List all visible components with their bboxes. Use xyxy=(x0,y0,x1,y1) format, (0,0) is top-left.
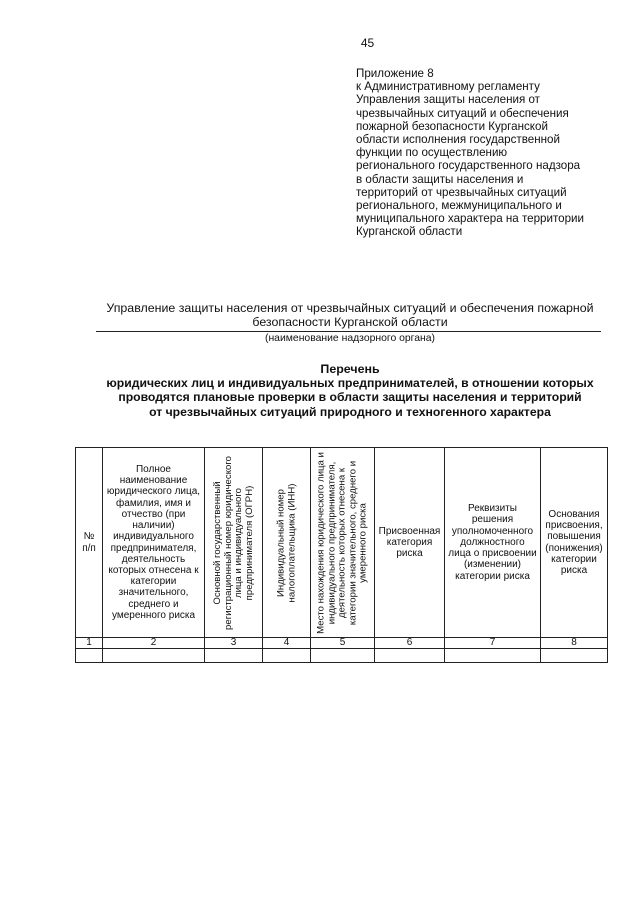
header-cell: Присвоенная категория риска xyxy=(375,448,445,638)
header-cell: Место нахождения юридического лица и индивидуального предпринимателя, деятельность которых отнесена к категории значительного, среднего и умеренного риска xyxy=(311,448,375,638)
table-cell xyxy=(103,649,205,663)
list-subtitle xyxy=(60,376,639,419)
column-number: 6 xyxy=(375,638,445,649)
header-cell: Реквизиты решения уполномоченного должностного лица о присвоении (изменении) категории риска xyxy=(445,448,541,638)
column-number: 4 xyxy=(263,638,311,649)
column-number: 8 xyxy=(541,638,608,649)
column-number: 1 xyxy=(76,638,103,649)
list-title: Перечень xyxy=(320,362,380,376)
authority-name xyxy=(60,301,639,329)
header-cell: Основания присвоения, повышения (понижения) категории риска xyxy=(541,448,608,638)
page-number: 45 xyxy=(360,36,375,50)
authority-line: безопасности Курганской области xyxy=(252,315,448,329)
table-header-row xyxy=(76,448,608,638)
appendix-line: функции по осуществлению xyxy=(356,146,508,160)
header-cell: № п/п xyxy=(76,448,103,638)
registry-table xyxy=(75,447,608,663)
list-subtitle-line: юридических лиц и индивидуальных предпринимателей, в отношении которых xyxy=(106,376,594,390)
appendix-line: в области защиты населения и xyxy=(356,172,524,186)
authority-caption: (наименование надзорного органа) xyxy=(264,333,435,344)
header-cell: Основной государственный регистрационный номер юридического лица и индивидуального предпринимателя (ОГРН) xyxy=(205,448,263,638)
column-number: 2 xyxy=(103,638,205,649)
appendix-line: Курганской области xyxy=(356,225,463,239)
table-cell xyxy=(76,649,103,663)
authority-line: Управление защиты населения от чрезвычайных ситуаций и обеспечения пожарной xyxy=(106,301,594,315)
table-cell xyxy=(445,649,541,663)
appendix-line: территорий от чрезвычайных ситуаций xyxy=(356,185,567,199)
column-number: 7 xyxy=(445,638,541,649)
table-row xyxy=(76,649,608,663)
header-cell: Полное наименование юридического лица, фамилия, имя и отчество (при наличии) индивидуального предпринимателя, деятельность которых отнесена к категории значительного, среднего и умеренного риска xyxy=(103,448,205,638)
appendix-line: Управления защиты населения от xyxy=(356,93,540,107)
authority-underline xyxy=(96,331,601,332)
table-cell xyxy=(375,649,445,663)
appendix-line: регионального государственного надзора xyxy=(356,159,581,173)
appendix-line: регионального, межмуниципального и xyxy=(356,199,562,213)
column-number: 5 xyxy=(311,638,375,649)
table-number-row xyxy=(76,638,608,649)
appendix-block xyxy=(356,67,626,239)
header-cell: Индивидуальный номер налогоплательщика (ИНН) xyxy=(263,448,311,638)
table-cell xyxy=(311,649,375,663)
table-cell xyxy=(205,649,263,663)
appendix-line: Приложение 8 xyxy=(356,67,434,80)
list-subtitle-line: от чрезвычайных ситуаций природного и техногенного характера xyxy=(149,404,551,419)
appendix-line: чрезвычайных ситуаций и обеспечения xyxy=(356,106,569,120)
appendix-line: области исполнения государственной xyxy=(356,133,560,147)
table-cell xyxy=(541,649,608,663)
appendix-line: муниципального характера на территории xyxy=(356,212,584,226)
appendix-line: к Административному регламенту xyxy=(356,80,540,94)
appendix-line: пожарной безопасности Курганской xyxy=(356,119,548,133)
list-subtitle-line: проводятся плановые проверки в области защиты населения и территорий xyxy=(118,390,582,405)
table-cell xyxy=(263,649,311,663)
column-number: 3 xyxy=(205,638,263,649)
